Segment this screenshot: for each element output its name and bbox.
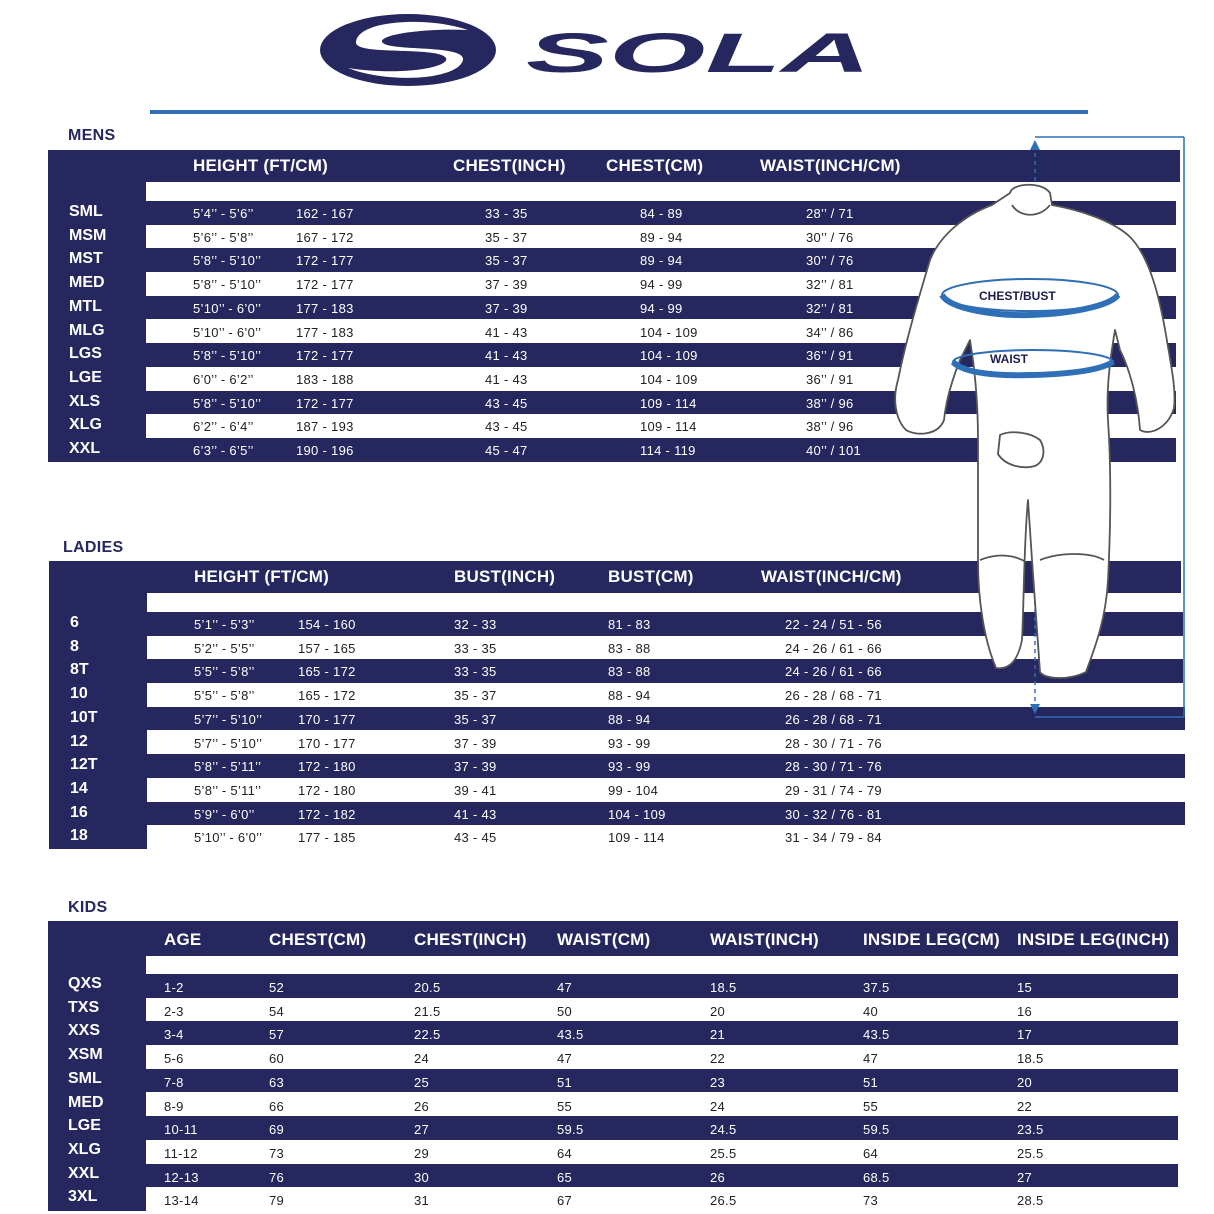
mens-cell-chest-in: 37 - 39 [485,277,528,293]
mens-cell-waist: 32’’ / 81 [806,300,854,316]
kids-column-header: INSIDE LEG(CM) [863,930,1000,949]
kids-cell-leg-in: 22 [1017,1098,1033,1114]
mens-cell-cm: 172 - 177 [296,277,354,293]
kids-cell-leg-cm: 47 [863,1051,879,1067]
ladies-size-label: 10T [70,708,98,726]
ladies-cell-bust-in: 39 - 41 [454,782,497,798]
ladies-size-label: 14 [70,779,88,797]
kids-cell-waist-cm: 67 [557,1193,573,1209]
mens-cell-waist: 32’’ / 81 [806,277,854,293]
mens-section-title: MENS [68,127,116,144]
kids-cell-leg-in: 17 [1017,1027,1033,1043]
kids-cell-leg-cm: 40 [863,1003,879,1019]
ladies-cell-bust-cm: 99 - 104 [608,782,659,798]
mens-cell-ft: 6’0’’ - 6’2’’ [193,371,254,387]
mens-cell-chest-in: 41 - 43 [485,371,528,387]
mens-cell-cm: 162 - 167 [296,206,354,221]
kids-cell-waist-cm: 64 [557,1145,573,1161]
mens-cell-waist: 30’’ / 76 [806,253,854,269]
waist-label: WAIST [990,352,1028,366]
ladies-cell-cm: 170 - 177 [298,735,356,751]
ladies-cell-ft: 5’5’’ - 5’8’’ [194,664,255,680]
kids-cell-age: 5-6 [164,1051,184,1067]
kids-size-label: LGE [68,1117,101,1135]
kids-cell-chest-in: 24 [414,1051,430,1067]
wetsuit-measurement-figure [890,130,1190,720]
ladies-cell-ft: 5’7’’ - 5’10’’ [194,735,263,751]
kids-size-label: MED [68,1093,104,1111]
kids-cell-leg-in: 20 [1017,1074,1033,1090]
kids-cell-age: 10-11 [164,1122,198,1138]
ladies-cell-cm: 170 - 177 [298,711,356,727]
mens-cell-ft: 5’8’’ - 5’10’’ [193,253,262,269]
kids-cell-age: 7-8 [164,1074,184,1090]
ladies-cell-cm: 165 - 172 [298,664,356,680]
kids-cell-chest-cm: 54 [269,1003,285,1019]
mens-column-header: CHEST(INCH) [453,156,566,175]
kids-cell-chest-in: 30 [414,1169,430,1185]
kids-row-band [48,1116,1178,1140]
chest-bust-label: CHEST/BUST [979,289,1056,303]
ladies-cell-bust-in: 37 - 39 [454,759,497,775]
kids-cell-chest-cm: 79 [269,1193,285,1209]
ladies-cell-waist: 24 - 26 / 61 - 66 [785,640,882,656]
mens-cell-ft: 5’6’’ - 5’8’’ [193,229,254,245]
kids-cell-waist-in: 24.5 [710,1122,737,1138]
mens-cell-ft: 6’3’’ - 6’5’’ [193,443,254,458]
ladies-cell-cm: 154 - 160 [298,617,356,632]
ladies-cell-waist: 29 - 31 / 74 - 79 [785,782,882,798]
ladies-cell-cm: 172 - 180 [298,759,356,775]
ladies-cell-waist: 26 - 28 / 68 - 71 [785,711,882,727]
kids-cell-leg-in: 25.5 [1017,1145,1044,1161]
mens-cell-chest-cm: 104 - 109 [640,324,698,340]
ladies-cell-ft: 5’2’’ - 5’5’’ [194,640,255,656]
kids-cell-leg-in: 28.5 [1017,1193,1044,1209]
kids-cell-leg-cm: 59.5 [863,1122,890,1138]
mens-size-label: SML [69,203,103,220]
kids-cell-chest-in: 31 [414,1193,430,1209]
ladies-cell-ft: 5’7’’ - 5’10’’ [194,711,263,727]
kids-cell-chest-cm: 69 [269,1122,285,1138]
kids-size-label: XXL [68,1164,100,1182]
mens-cell-cm: 183 - 188 [296,371,354,387]
kids-column-header: INSIDE LEG(INCH) [1017,930,1170,949]
sola-s-emblem-icon [320,14,496,86]
kids-cell-waist-in: 18.5 [710,980,737,995]
mens-cell-cm: 167 - 172 [296,229,354,245]
ladies-cell-ft: 5’9’’ - 6’0’’ [194,806,255,822]
ladies-cell-waist: 26 - 28 / 68 - 71 [785,688,882,704]
kids-size-label: 3XL [68,1188,98,1206]
kids-cell-leg-cm: 43.5 [863,1027,890,1043]
ladies-size-label: 6 [70,614,79,631]
ladies-section-title: LADIES [63,539,124,556]
ladies-cell-waist: 30 - 32 / 76 - 81 [785,806,882,822]
ladies-cell-cm: 165 - 172 [298,688,356,704]
ladies-cell-waist: 28 - 30 / 71 - 76 [785,759,882,775]
mens-cell-chest-cm: 94 - 99 [640,300,683,316]
kids-cell-leg-cm: 37.5 [863,980,890,995]
mens-cell-ft: 5’8’’ - 5’10’’ [193,395,262,411]
mens-cell-chest-cm: 109 - 114 [640,419,697,435]
mens-cell-chest-in: 43 - 45 [485,419,528,435]
kids-section-title: KIDS [68,899,108,916]
ladies-cell-bust-in: 37 - 39 [454,735,497,751]
kids-cell-chest-in: 20.5 [414,980,441,995]
kids-column-header: CHEST(CM) [269,930,367,949]
ladies-column-header: BUST(INCH) [454,567,556,586]
kids-cell-waist-in: 26 [710,1169,726,1185]
ladies-cell-waist: 28 - 30 / 71 - 76 [785,735,882,751]
kids-column-header: WAIST(CM) [557,930,651,949]
ladies-cell-ft: 5’8’’ - 5’11’’ [194,759,262,775]
kids-cell-leg-cm: 55 [863,1098,879,1114]
ladies-column-header: WAIST(INCH/CM) [761,567,902,586]
mens-cell-chest-in: 41 - 43 [485,348,528,364]
sola-logo [318,12,878,92]
brand-name: SOLA [526,21,871,84]
mens-cell-chest-in: 33 - 35 [485,206,528,221]
ladies-cell-bust-in: 33 - 35 [454,664,497,680]
ladies-cell-bust-in: 32 - 33 [454,617,497,632]
mens-size-label: MSM [69,226,107,244]
kids-cell-chest-cm: 66 [269,1098,285,1114]
ladies-size-label: 18 [70,827,88,845]
kids-cell-leg-in: 16 [1017,1003,1033,1019]
mens-cell-cm: 187 - 193 [296,419,354,435]
kids-cell-waist-cm: 59.5 [557,1122,584,1138]
kids-cell-waist-cm: 47 [557,1051,573,1067]
kids-cell-waist-cm: 43.5 [557,1027,584,1043]
mens-cell-chest-cm: 89 - 94 [640,229,683,245]
mens-cell-ft: 5’10’’ - 6’0’’ [193,300,262,316]
kids-cell-age: 8-9 [164,1098,184,1114]
ladies-cell-waist: 24 - 26 / 61 - 66 [785,664,882,680]
mens-cell-chest-in: 35 - 37 [485,229,528,245]
mens-cell-cm: 177 - 183 [296,324,354,340]
kids-cell-waist-cm: 50 [557,1003,573,1019]
mens-cell-chest-in: 43 - 45 [485,395,528,411]
kids-cell-chest-in: 21.5 [414,1003,441,1019]
ladies-cell-bust-in: 33 - 35 [454,640,497,656]
kids-size-label: TXS [68,998,100,1016]
ladies-cell-bust-cm: 83 - 88 [608,664,651,680]
kids-cell-leg-in: 15 [1017,980,1033,995]
mens-cell-chest-in: 35 - 37 [485,253,528,269]
kids-column-header: AGE [164,930,202,949]
kids-cell-chest-in: 26 [414,1098,430,1114]
kids-cell-chest-cm: 57 [269,1027,285,1043]
mens-cell-ft: 5’10’’ - 6’0’’ [193,324,262,340]
kids-cell-age: 11-12 [164,1145,198,1161]
mens-column-header: WAIST(INCH/CM) [760,156,901,175]
mens-cell-ft: 5’8’’ - 5’10’’ [193,348,262,364]
kids-cell-chest-in: 22.5 [414,1027,441,1043]
kids-size-label: XSM [68,1046,103,1064]
mens-size-label: LGS [69,345,102,363]
kids-cell-chest-in: 29 [414,1145,430,1161]
ladies-size-label: 16 [70,803,88,821]
ladies-cell-bust-cm: 93 - 99 [608,735,651,751]
ladies-cell-cm: 157 - 165 [298,640,356,656]
ladies-size-label: 12T [70,756,98,774]
kids-cell-leg-cm: 73 [863,1193,879,1209]
kids-column-header: CHEST(INCH) [414,930,527,949]
kids-cell-chest-cm: 73 [269,1145,285,1161]
kids-cell-chest-in: 25 [414,1074,430,1090]
kids-cell-age: 2-3 [164,1003,184,1019]
kids-cell-chest-in: 27 [414,1122,430,1138]
kids-cell-waist-in: 23 [710,1074,726,1090]
mens-cell-waist: 36’’ / 91 [806,348,854,364]
kids-cell-waist-cm: 47 [557,980,573,995]
kids-cell-waist-in: 20 [710,1003,726,1019]
kids-row-band [48,974,1178,998]
mens-size-label: XXL [69,440,101,457]
ladies-cell-waist: 22 - 24 / 51 - 56 [785,617,882,632]
kids-cell-leg-cm: 68.5 [863,1169,890,1185]
mens-cell-waist: 30’’ / 76 [806,229,854,245]
kids-cell-chest-cm: 52 [269,980,285,995]
mens-size-label: MLG [69,321,105,339]
mens-cell-cm: 190 - 196 [296,443,354,458]
kids-size-label: SML [68,1069,102,1087]
mens-cell-chest-cm: 94 - 99 [640,277,683,293]
header-divider [150,110,1088,114]
ladies-cell-bust-in: 43 - 45 [454,830,497,846]
mens-cell-ft: 5’8’’ - 5’10’’ [193,277,262,293]
mens-cell-chest-cm: 104 - 109 [640,371,698,387]
mens-column-header: CHEST(CM) [606,156,704,175]
mens-cell-waist: 36’’ / 91 [806,371,854,387]
mens-cell-chest-in: 41 - 43 [485,324,528,340]
mens-size-label: MTL [69,297,102,315]
kids-cell-chest-cm: 76 [269,1169,285,1185]
kids-cell-age: 1-2 [164,980,184,995]
ladies-cell-bust-in: 35 - 37 [454,711,497,727]
kids-cell-waist-in: 21 [710,1027,726,1043]
mens-cell-waist: 38’’ / 96 [806,419,854,435]
wetsuit-silhouette-icon [895,185,1174,678]
ladies-cell-bust-cm: 81 - 83 [608,617,651,632]
kids-cell-chest-cm: 63 [269,1074,285,1090]
ladies-cell-ft: 5’8’’ - 5’11’’ [194,782,262,798]
ladies-column-header: HEIGHT (FT/CM) [194,567,329,586]
kids-cell-waist-cm: 51 [557,1074,573,1090]
kids-cell-waist-cm: 65 [557,1169,573,1185]
mens-column-header: HEIGHT (FT/CM) [193,156,328,175]
ladies-cell-bust-cm: 93 - 99 [608,759,651,775]
kids-cell-age: 3-4 [164,1027,184,1043]
mens-cell-waist: 28’’ / 71 [806,206,854,221]
kids-cell-waist-in: 24 [710,1098,726,1114]
kids-cell-age: 13-14 [164,1193,199,1209]
mens-cell-chest-in: 45 - 47 [485,443,528,458]
ladies-cell-bust-in: 41 - 43 [454,806,497,822]
ladies-cell-bust-cm: 88 - 94 [608,688,651,704]
ladies-cell-waist: 31 - 34 / 79 - 84 [785,830,882,846]
kids-cell-waist-in: 26.5 [710,1193,737,1209]
ladies-cell-ft: 5’5’’ - 5’8’’ [194,688,255,704]
kids-cell-leg-cm: 51 [863,1074,879,1090]
mens-cell-chest-in: 37 - 39 [485,300,528,316]
ladies-cell-ft: 5’10’’ - 6’0’’ [194,830,263,846]
mens-size-label: LGE [69,368,102,386]
mens-cell-chest-cm: 89 - 94 [640,253,683,269]
kids-cell-leg-in: 18.5 [1017,1051,1044,1067]
ladies-size-label: 8T [70,661,89,679]
ladies-cell-cm: 172 - 182 [298,806,356,822]
mens-cell-waist: 40’’ / 101 [806,443,862,458]
kids-cell-waist-cm: 55 [557,1098,573,1114]
kids-cell-leg-in: 27 [1017,1169,1033,1185]
mens-size-label: MST [69,250,103,268]
ladies-column-header: BUST(CM) [608,567,694,586]
mens-cell-chest-cm: 84 - 89 [640,206,683,221]
kids-cell-waist-in: 25.5 [710,1145,737,1161]
ladies-size-label: 10 [70,685,88,703]
kids-cell-age: 12-13 [164,1169,199,1185]
kids-size-label: XXS [68,1022,101,1040]
kids-cell-leg-in: 23.5 [1017,1122,1044,1138]
ladies-cell-bust-cm: 83 - 88 [608,640,651,656]
mens-cell-cm: 172 - 177 [296,348,354,364]
mens-size-label: MED [69,274,105,292]
kids-row-band [48,1164,1178,1188]
ladies-size-label: 8 [70,637,79,655]
mens-size-label: XLS [69,392,101,410]
kids-cell-leg-cm: 64 [863,1145,879,1161]
ladies-cell-bust-in: 35 - 37 [454,688,497,704]
ladies-size-label: 12 [70,732,88,750]
kids-row-band [48,1069,1178,1093]
ladies-cell-bust-cm: 88 - 94 [608,711,651,727]
kids-column-header: WAIST(INCH) [710,930,819,949]
mens-cell-ft: 5’4’’ - 5’6’’ [193,206,254,221]
ladies-cell-cm: 172 - 180 [298,782,356,798]
mens-cell-chest-cm: 109 - 114 [640,395,697,411]
mens-size-label: XLG [69,416,102,434]
ladies-cell-bust-cm: 104 - 109 [608,806,666,822]
mens-cell-waist: 38’’ / 96 [806,395,854,411]
mens-cell-chest-cm: 104 - 109 [640,348,698,364]
ladies-cell-bust-cm: 109 - 114 [608,830,665,846]
mens-cell-waist: 34’’ / 86 [806,324,854,340]
kids-size-label: XLG [68,1140,101,1158]
ladies-cell-ft: 5’1’’ - 5’3’’ [194,617,255,632]
kids-cell-waist-in: 22 [710,1051,726,1067]
mens-cell-cm: 172 - 177 [296,395,354,411]
mens-cell-chest-cm: 114 - 119 [640,443,696,458]
kids-cell-chest-cm: 60 [269,1051,285,1067]
ladies-cell-cm: 177 - 185 [298,830,356,846]
mens-cell-cm: 172 - 177 [296,253,354,269]
mens-cell-cm: 177 - 183 [296,300,354,316]
kids-row-band [48,1021,1178,1045]
kids-size-label: QXS [68,975,102,992]
mens-cell-ft: 6’2’’ - 6’4’’ [193,419,254,435]
